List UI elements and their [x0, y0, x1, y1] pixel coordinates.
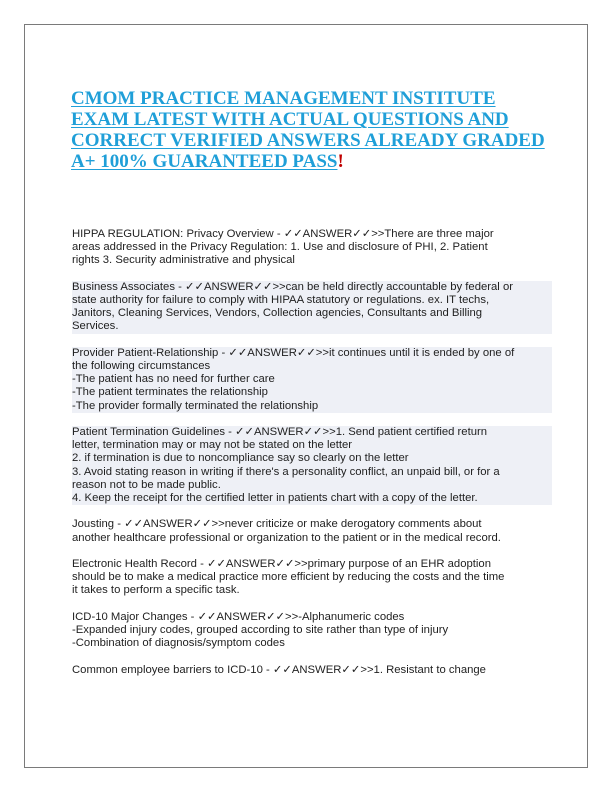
- qa-entry-provider-patient-relationship: [72, 347, 552, 413]
- text-line: another healthcare professional or organization to the patient or in the medical record.: [72, 531, 501, 544]
- text-line: it takes to perform a specific task.: [72, 584, 240, 597]
- text-line: Common employee barriers to ICD-10 - ✓✓ANSWER✓✓>>1. Resistant to change: [72, 663, 486, 676]
- qa-entry-patient-termination: [72, 426, 552, 505]
- text-line: -Expanded injury codes, grouped according to site rather than type of injury: [72, 624, 449, 636]
- text-line: Electronic Health Record - ✓✓ANSWER✓✓>>primary purpose of an EHR adoption: [72, 558, 491, 570]
- text-line: Services.: [72, 320, 119, 333]
- qa-entry-icd10-major-changes: [72, 611, 552, 651]
- qa-entry-jousting: [72, 518, 552, 544]
- text-line: should be to make a medical practice more efficient by reducing the costs and the time: [72, 571, 505, 584]
- text-line: Business Associates - ✓✓ANSWER✓✓>>can be held directly accountable by federal or: [72, 280, 513, 293]
- qa-entry-business-associates: [72, 281, 552, 334]
- title-exclamation: !: [337, 151, 344, 172]
- text-line: state authority for failure to comply with HIPAA statutory or regulations. ex. IT techs,: [72, 294, 490, 306]
- text-line: -The patient terminates the relationship: [72, 386, 268, 399]
- text-line: Jousting - ✓✓ANSWER✓✓>>never criticize or make derogatory comments about: [72, 518, 482, 531]
- text-line: -The patient has no need for further care: [72, 373, 275, 386]
- text-line: the following circumstances: [72, 360, 211, 372]
- text-line: ICD-10 Major Changes - ✓✓ANSWER✓✓>>-Alphanumeric codes: [72, 610, 405, 623]
- qa-entry-icd10-barriers: [72, 664, 552, 677]
- text-line: Patient Termination Guidelines - ✓✓ANSWER✓✓>>1. Send patient certified return: [72, 426, 488, 438]
- text-line: 2. if termination is due to noncompliance say so clearly on the letter: [72, 452, 409, 465]
- qa-entry-electronic-health-record: [72, 558, 552, 598]
- text-line: -Combination of diagnosis/symptom codes: [72, 637, 285, 650]
- text-line: Provider Patient-Relationship - ✓✓ANSWER✓✓>>it continues until it is ended by one of: [72, 346, 515, 359]
- qa-list: [72, 228, 552, 690]
- qa-entry-hipaa-privacy: [72, 228, 552, 268]
- text-line: -The provider formally terminated the relationship: [72, 399, 319, 412]
- text-line: Janitors, Cleaning Services, Vendors, Collection agencies, Consultants and Billing: [72, 307, 483, 320]
- document-title: [71, 88, 551, 172]
- text-line: 4. Keep the receipt for the certified letter in patients chart with a copy of the letter.: [72, 492, 478, 505]
- text-line: 3. Avoid stating reason in writing if there's a personality conflict, an unpaid bill, or for a: [72, 465, 500, 478]
- text-line: rights 3. Security administrative and physical: [72, 254, 295, 267]
- text-line: reason not to be made public.: [72, 478, 221, 491]
- title-link[interactable]: CMOM PRACTICE MANAGEMENT INSTITUTE EXAM LATEST WITH ACTUAL QUESTIONS AND CORRECT VERIFIED ANSWERS ALREADY GRADED A+ 100% GUARANTEED PASS: [71, 88, 545, 172]
- text-line: areas addressed in the Privacy Regulation: 1. Use and disclosure of PHI, 2. Patient: [72, 241, 488, 254]
- text-line: HIPPA REGULATION: Privacy Overview - ✓✓ANSWER✓✓>>There are three major: [72, 228, 494, 240]
- text-line: letter, termination may or may not be stated on the letter: [72, 439, 353, 452]
